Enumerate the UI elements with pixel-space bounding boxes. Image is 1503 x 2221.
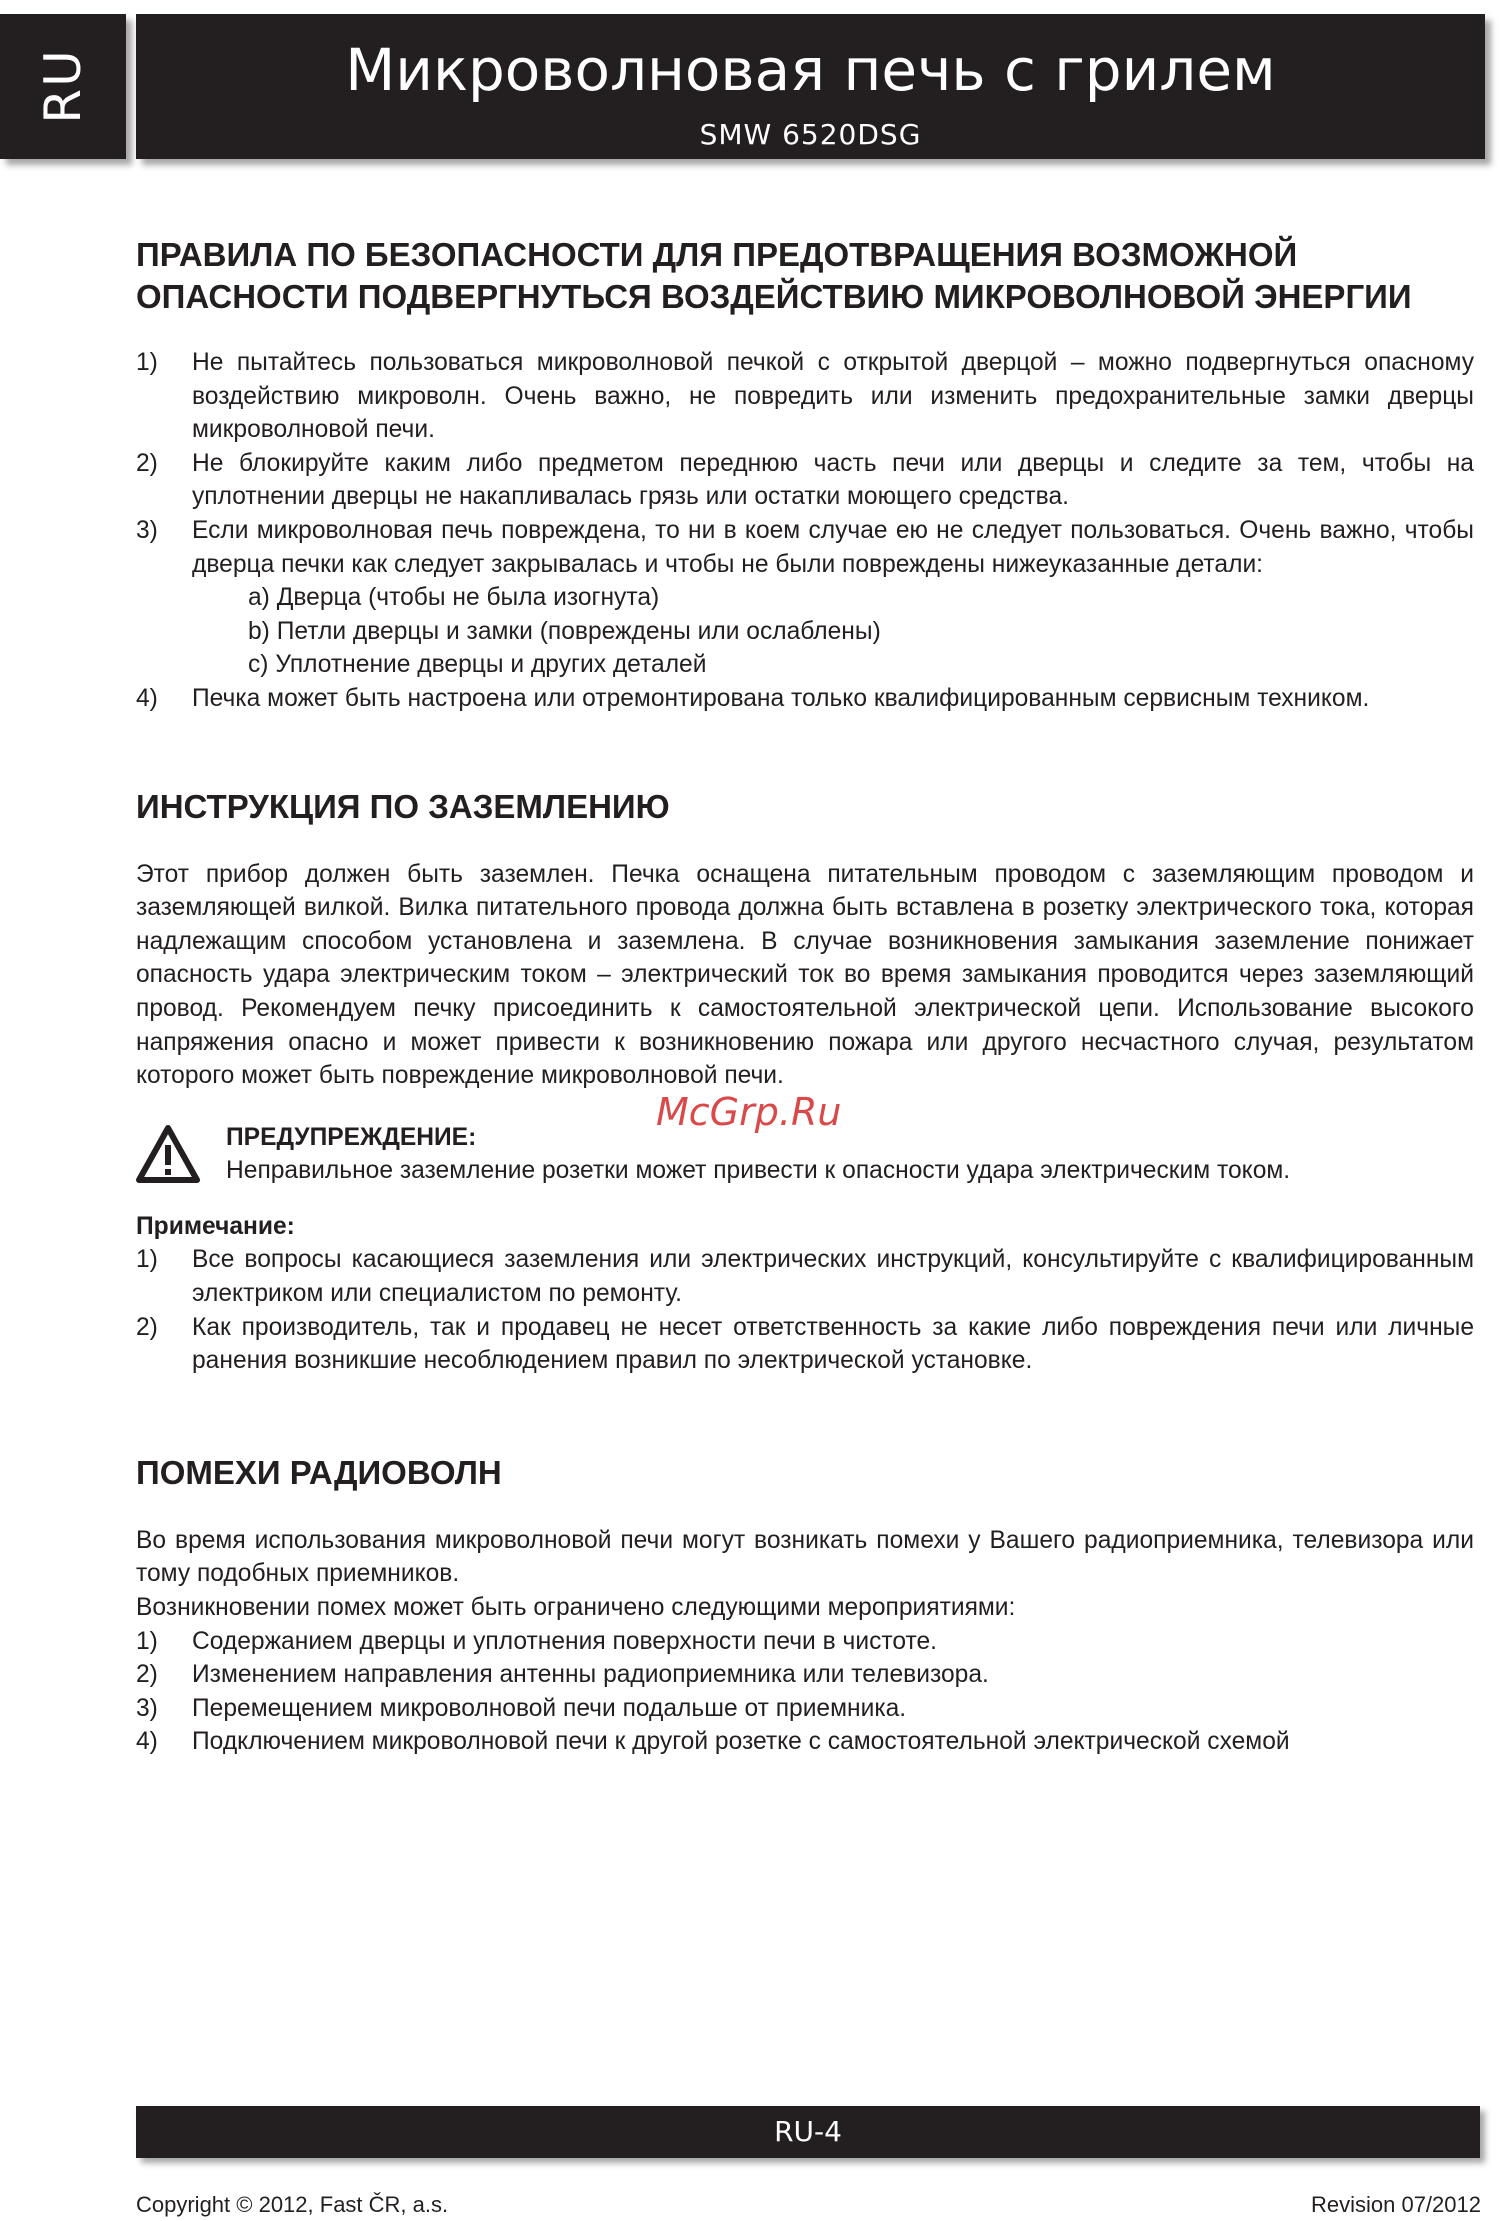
grounding-paragraph: Этот прибор должен быть заземлен. Печка оснащена питательным проводом с заземляющим проводом и заземляющей вилкой. Вилка питательного провода должна быть вставлена в розетку электрического тока, которая надлежащим способом установлена и заземлена. В случае возникновения замыкания заземление понижает опасность удара электрическим током – электрический ток во время замыкания проводится через заземляющий провод. Рекомендуем печку присоединить к самостоятельной электрической цепи. Использование высокого напряжения опасно и может привести к возникновению пожара или другого несчастного случая, результатом которого может быть повреждение микроволновой печи.: [136, 860, 1474, 1090]
safety-heading-line2: ОПАСНОСТИ ПОДВЕРГНУТЬСЯ ВОЗДЕЙСТВИЮ МИКРОВОЛНОВОЙ ЭНЕРГИИ: [136, 278, 1412, 315]
warning-triangle-icon: [136, 1125, 200, 1183]
list-number: 4): [136, 1728, 158, 1756]
list-text: Не пытайтесь пользоваться микроволновой печкой с открытой дверцой – можно подвергнуться опасному воздействию микроволн. Очень важно, не повредить или изменить предохранительные замки дверцы микроволновой печи.: [192, 349, 1474, 444]
language-tab: [0, 14, 126, 159]
document-body: [136, 234, 1474, 1759]
page-title: Микроволновая печь с грилем: [345, 36, 1276, 104]
list-text: Перемещением микроволновой печи подальше от приемника.: [192, 1694, 907, 1722]
safety-heading-line1: ПРАВИЛА ПО БЕЗОПАСНОСТИ ДЛЯ ПРЕДОТВРАЩЕНИЯ ВОЗМОЖНОЙ: [136, 236, 1298, 273]
list-number: 3): [136, 1694, 158, 1722]
list-number: 1): [136, 1627, 158, 1655]
list-text: Содержанием дверцы и уплотнения поверхности печи в чистоте.: [192, 1627, 937, 1655]
radio-list: [136, 1625, 1474, 1759]
list-number: 1): [136, 349, 158, 376]
sublist-item: a) Дверца (чтобы не была изогнута): [248, 584, 660, 612]
list-text: Печка может быть настроена или отремонтирована только квалифицированным сервисным техником.: [192, 684, 1370, 712]
warning-text: Неправильное заземление розетки может привести к опасности удара электрическим током.: [226, 1157, 1291, 1185]
radio-paragraph-2: Возникновении помех может быть ограничено следующими мероприятиями:: [136, 1594, 1016, 1622]
list-number: 1): [136, 1246, 158, 1274]
note-list: [136, 1243, 1474, 1377]
radio-heading: ПОМЕХИ РАДИОВОЛН: [136, 1453, 502, 1491]
model-number: SMW 6520DSG: [699, 118, 922, 151]
sublist-item: c) Уплотнение дверцы и других деталей: [248, 651, 707, 679]
page-number: RU-4: [774, 2115, 842, 2148]
copyright-text: Copyright © 2012, Fast ČR, a.s.: [136, 2192, 449, 2217]
watermark: McGrp.Ru: [656, 1090, 842, 1134]
list-item: [136, 447, 1474, 514]
list-text: Изменением направления антенны радиоприемника или телевизора.: [192, 1661, 989, 1689]
list-item: [136, 682, 1474, 716]
list-text: Все вопросы касающиеся заземления или электрических инструкций, консультируйте с квалифицированным электриком или специалистом по ремонту.: [192, 1246, 1474, 1308]
list-item: [136, 1658, 1474, 1692]
list-item: [136, 346, 1474, 447]
page-number-bar: [136, 2106, 1480, 2158]
revision-text: Revision 07/2012: [1310, 2192, 1481, 2217]
title-banner: [136, 14, 1485, 159]
sublist-item: b) Петли дверцы и замки (повреждены или ослаблены): [248, 617, 881, 645]
grounding-heading: ИНСТРУКЦИЯ ПО ЗАЗЕМЛЕНИЮ: [136, 787, 670, 825]
sublist: [192, 581, 1474, 682]
safety-list: [136, 346, 1474, 716]
language-code: RU: [34, 48, 92, 124]
list-number: 3): [136, 516, 158, 544]
list-number: 2): [136, 1661, 158, 1689]
list-item: [136, 514, 1474, 682]
list-text: Как производитель, так и продавец не несет ответственность за какие либо повреждения печи или личные ранения возникшие несоблюдением правил по электрической установке.: [192, 1313, 1474, 1375]
note-label: Примечание:: [136, 1212, 295, 1240]
safety-heading: [136, 234, 1474, 318]
warning-title: ПРЕДУПРЕЖДЕНИЕ:: [226, 1123, 477, 1151]
radio-paragraph-1: Во время использования микроволновой печи могут возникать помехи у Вашего радиоприемника, телевизора или тому подобных приемников.: [136, 1526, 1474, 1588]
list-number: 2): [136, 449, 158, 477]
list-item: [136, 1243, 1474, 1310]
list-number: 4): [136, 684, 158, 712]
list-item: [136, 1625, 1474, 1659]
list-text: Если микроволновая печь повреждена, то ни в коем случае ею не следует пользоваться. Очень важно, чтобы дверца печки как следует закрывалась и чтобы не были повреждены нижеуказанные детали:: [192, 516, 1474, 578]
list-number: 2): [136, 1313, 158, 1341]
list-item: [136, 1692, 1474, 1726]
list-item: [136, 1311, 1474, 1378]
list-text: Подключением микроволновой печи к другой розетке с самостоятельной электрической схемой: [192, 1728, 1290, 1756]
list-item: [136, 1725, 1474, 1759]
list-text: Не блокируйте каким либо предметом переднюю часть печи или дверцы и следите за тем, чтобы на уплотнении дверцы не накапливалась грязь или остатки моющего средства.: [192, 449, 1474, 511]
